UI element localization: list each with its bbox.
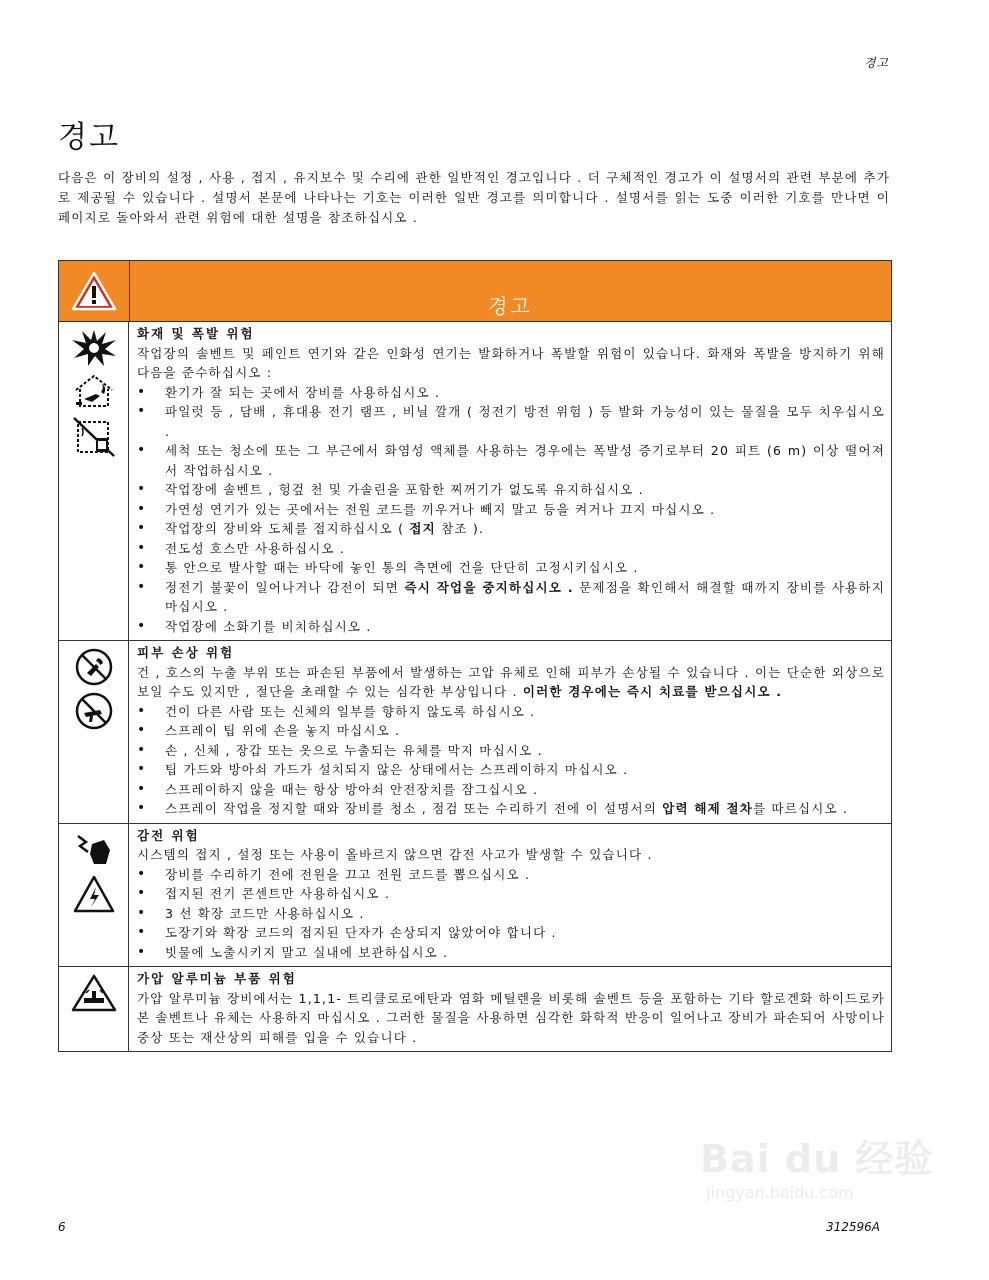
list-item: • 작업장에 소화기를 비치하십시오 . [137,617,885,637]
no-hand-on-tip-icon [74,647,114,687]
warning-table [58,260,892,1052]
page-number: 6 [58,1220,66,1234]
list-item: • 통 안으로 발사할 때는 바닥에 놓인 통의 측면에 건을 단단히 고정시키십시오 . [137,558,885,578]
electric-shock-section [59,824,891,968]
list-item: • 스프레이하지 않을 때는 항상 방아쇠 안전장치를 잠그십시오 . [137,780,885,800]
intro-paragraph: 다음은 이 장비의 설정 , 사용 , 접지 , 유지보수 및 수리에 관한 일반적인 경고입니다 . 더 구체적인 경고가 이 설명서의 관련 부분에 추가로 제공될 수 있습니다 . 설명서 본문에 나타나는 기호는 이러한 일반 경고를 의미합니다 . 설명서를 읽는 도중 이러한 기호를 만나면 이 페이지로 돌아와서 관련 위험에 대한 설명을 참조하십시오 . [58,170,890,225]
watermark-url: jingyan.baidu.com [706,1183,854,1202]
list-item-text: 작업장의 장비와 도체를 접지하십시오 ( [165,521,410,536]
list-item: • 손 , 신체 , 장갑 또는 옷으로 누출되는 유체를 막지 마십시오 . [137,741,885,761]
skin-heading: 피부 손상 위험 [137,645,235,660]
stop-operation-emphasis: 즉시 작업을 중지하십시오 . [404,579,574,595]
list-item: • 가연성 연기가 있는 곳에서는 전원 코드를 끼우거나 빼지 말고 등을 켜거나 끄지 마십시오 . [137,500,885,520]
shock-heading: 감전 위험 [137,827,200,843]
skin-injury-section [59,641,891,824]
no-hand-on-gun-icon [74,691,114,731]
explosion-icon [70,328,118,368]
warning-triangle-cell [59,261,130,321]
fire-house-icon [70,372,118,410]
list-item [137,519,885,539]
chemical-reaction-icon [70,973,118,1013]
skin-list [137,702,885,819]
aluminum-icons [59,967,129,1051]
warning-table-title: 경고 [488,294,533,318]
shock-icons [59,824,129,967]
list-item: • 빗물에 노출시키지 말고 실내에 보관하십시오 . [137,943,885,963]
skin-icons [59,641,129,823]
list-item: • 파일럿 등 , 담배 , 휴대용 전기 램프 , 비닐 깔개 ( 정전기 방전 위험 ) 등 발화 가능성이 있는 물질을 모두 치우십시오 . [137,402,885,441]
seek-treatment-emphasis: 이러한 경우에는 즉시 치료를 받으십시오 . [522,684,783,699]
list-item: • 건이 다른 사람 또는 신체의 일부를 향하지 않도록 하십시오 . [137,702,885,722]
warning-table-header [59,261,891,322]
list-item-tail: 참조 ). [435,521,485,536]
fire-icons [59,322,129,640]
list-item [137,799,885,819]
fire-heading: 화재 및 폭발 위험 [137,326,255,341]
list-item-tail: 를 따르십시오 . [753,801,849,816]
list-item: • 접지된 전기 콘센트만 사용하십시오 . [137,884,885,904]
list-item-tail: 문제점을 확인해서 해결할 때까지 장비를 사용하지 마십시오 . [165,579,885,614]
running-head: 경고 [863,56,889,70]
electric-shock-hand-icon [74,830,114,870]
list-item-text: 스프레이 작업을 정지할 때와 장비를 청소 , 점검 또는 수리하기 전에 이 설명서의 [165,801,663,816]
list-item: • 작업장에 솔벤트 , 헝겊 천 및 가솔린을 포함한 찌꺼기가 없도록 유지하십시오 . [137,480,885,500]
page-title: 경고 [58,120,120,155]
list-item: • 스프레이 팁 위에 손을 놓지 마십시오 . [137,721,885,741]
high-voltage-icon [72,874,116,914]
fire-explosion-section [59,322,891,641]
watermark [700,1128,933,1202]
aluminum-text: 가압 알루미늄 장비에서는 1,1,1- 트리클로로에탄과 염화 메틸렌을 비롯해 솔벤트 등을 포함하는 기타 할로겐화 하이드로카본 솔벤트나 유체는 사용하지 마십시오 . 그러한 물질을 사용하면 심각한 화학적 반응이 일어나고 장비가 파손되어 사망이나 중상 또는 재산상의 피해를 입을 수 있습니다 . [137,990,885,1045]
list-item: • 세척 또는 청소에 또는 그 부근에서 화염성 액체를 사용하는 경우에는 폭발성 증기로부터 20 피트 (6 m) 이상 떨어져서 작업하십시오 . [137,441,885,480]
watermark-logo: Bai du 经验 [700,1137,934,1181]
document-code: 312596A [826,1220,881,1234]
pressurized-aluminum-section [59,967,891,1051]
fire-list [137,383,885,637]
list-item: • 장비를 수리하기 전에 전원을 끄고 전원 코드를 뽑으십시오 . [137,865,885,885]
warning-triangle-icon [71,271,117,311]
list-item: • 팁 가드와 방아쇠 가드가 설치되지 않은 상태에서는 스프레이하지 마십시오 . [137,760,885,780]
list-item: • 3 선 확장 코드만 사용하십시오 . [137,904,885,924]
list-item: • 환기가 잘 되는 곳에서 장비를 사용하십시오 . [137,383,885,403]
pressure-relief-reference: 압력 해제 절차 [662,801,753,816]
list-item-text: 정전기 불꽃이 일어나거나 감전이 되면 [165,579,405,595]
list-item: • 도장기와 확장 코드의 접지된 단자가 손상되지 않았어야 합니다 . [137,923,885,943]
aluminum-heading: 가압 알루미늄 부품 위험 [137,971,297,986]
no-smoking-spray-icon [70,414,118,458]
shock-list [137,865,885,963]
shock-text: 시스템의 접지 , 설정 또는 사용이 올바르지 않으면 감전 사고가 발생할 수 있습니다 . [137,847,653,862]
fire-text: 작업장의 솔벤트 및 페인트 연기와 같은 인화성 연기는 발화하거나 폭발할 위험이 있습니다. 화재와 폭발을 방지하기 위해 다음을 준수하십시오 : [137,345,885,380]
ground-reference: 접지 [409,521,436,536]
skin-text-main: 건 , 호스의 누출 부위 또는 파손된 부품에서 발생하는 고압 유체로 인해 피부가 손상될 수 있습니다 . 이는 단순한 외상으로 보일 수도 있지만 , 절단을 초래할 수 있는 심각한 부상입니다 . [137,664,885,699]
list-item: • 전도성 호스만 사용하십시오 . [137,539,885,559]
list-item [137,578,885,617]
skin-text [137,663,885,702]
